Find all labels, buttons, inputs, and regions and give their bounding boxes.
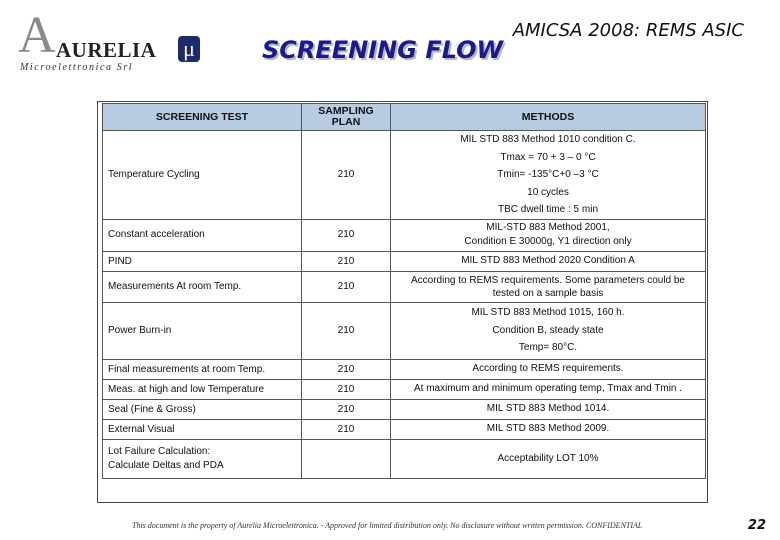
methods-cell — [391, 399, 706, 419]
test-cell: Final measurements at room Temp. — [103, 359, 302, 379]
screening-table — [102, 103, 706, 479]
method-line: MIL-STD 883 Method 2001, — [486, 222, 610, 233]
header-screening-test: SCREENING TEST — [103, 104, 302, 131]
method-line: MIL STD 883 Method 1015, 160 h. — [471, 307, 625, 319]
sampling-cell: 210 — [302, 219, 391, 251]
method-line: Temp= 80°C. — [518, 342, 578, 354]
table-row — [103, 399, 706, 419]
test-cell: Temperature Cycling — [103, 131, 302, 220]
test-cell — [103, 439, 302, 478]
sampling-cell: 210 — [302, 399, 391, 419]
sampling-cell: 210 — [302, 131, 391, 220]
table-row — [103, 251, 706, 271]
test-line: Calculate Deltas and PDA — [108, 459, 224, 471]
sampling-cell: 210 — [302, 359, 391, 379]
table-row — [103, 131, 706, 220]
test-cell: Seal (Fine & Gross) — [103, 399, 302, 419]
page-number: 22 — [747, 518, 766, 533]
table-row — [103, 359, 706, 379]
sampling-cell: 210 — [302, 379, 391, 399]
test-cell: Power Burn-in — [103, 302, 302, 359]
test-cell: Measurements At room Temp. — [103, 271, 302, 302]
method-line: According to REMS requirements. — [472, 363, 624, 375]
header-sampling-plan: SAMPLING PLAN — [302, 104, 391, 131]
method-line: MIL STD 883 Method 2020 Condition A — [461, 255, 635, 267]
method-line: Condition B, steady state — [492, 324, 604, 336]
logo-mu-icon: μ — [178, 36, 200, 62]
methods-cell — [391, 419, 706, 439]
method-line: TBC dwell time : 5 min — [497, 204, 599, 215]
method-line: MIL STD 883 Method 1010 condition C. — [460, 134, 636, 145]
table-row — [103, 271, 706, 302]
method-line: According to REMS requirements. Some parameters could be — [410, 274, 685, 286]
methods-cell — [391, 131, 706, 220]
methods-cell — [391, 271, 706, 302]
sampling-cell — [302, 439, 391, 478]
table-row — [103, 302, 706, 359]
logo-name: AURELIA — [56, 38, 157, 62]
test-cell: PIND — [103, 251, 302, 271]
test-cell: Constant acceleration — [103, 219, 302, 251]
method-line: tested on a sample basis — [492, 287, 604, 299]
methods-cell — [391, 219, 706, 251]
logo-tagline: Microelettronica Srl — [20, 62, 134, 73]
methods-cell — [391, 251, 706, 271]
table-row — [103, 219, 706, 251]
test-line: Lot Failure Calculation: — [108, 445, 211, 457]
method-line: At maximum and minimum operating temp, Tmax and Tmin . — [413, 383, 683, 395]
methods-cell — [391, 359, 706, 379]
method-line: 10 cycles — [527, 186, 569, 198]
method-line: MIL STD 883 Method 2009. — [486, 423, 610, 435]
page-title: SCREENING FLOW — [262, 36, 504, 64]
company-logo — [18, 7, 195, 74]
sampling-cell: 210 — [302, 251, 391, 271]
confidentiality-note: This document is the property of Aurelia Microelettronica. - Approved for limited distribution only. No disclosure without written permission. CONFIDENTIAL — [132, 521, 643, 530]
sampling-cell: 210 — [302, 271, 391, 302]
method-line: Acceptability LOT 10% — [497, 452, 599, 464]
table-row — [103, 419, 706, 439]
methods-cell — [391, 379, 706, 399]
method-line: Tmax = 70 + 3 – 0 °C — [500, 151, 596, 163]
header-methods: METHODS — [391, 104, 706, 131]
logo-letter: A — [18, 7, 56, 64]
sampling-cell: 210 — [302, 302, 391, 359]
methods-cell — [391, 439, 706, 478]
test-cell: Meas. at high and low Temperature — [103, 379, 302, 399]
sampling-cell: 210 — [302, 419, 391, 439]
table-header-row — [103, 104, 706, 131]
methods-cell — [391, 302, 706, 359]
header-title: AMICSA 2008: REMS ASIC — [512, 20, 744, 41]
table-row — [103, 379, 706, 399]
method-line: MIL STD 883 Method 1014. — [486, 403, 610, 415]
method-line: Condition E 30000g, Y1 direction only — [464, 236, 632, 247]
test-cell: External Visual — [103, 419, 302, 439]
method-line: Tmin= -135°C+0 –3 °C — [497, 169, 599, 180]
table-row — [103, 439, 706, 478]
